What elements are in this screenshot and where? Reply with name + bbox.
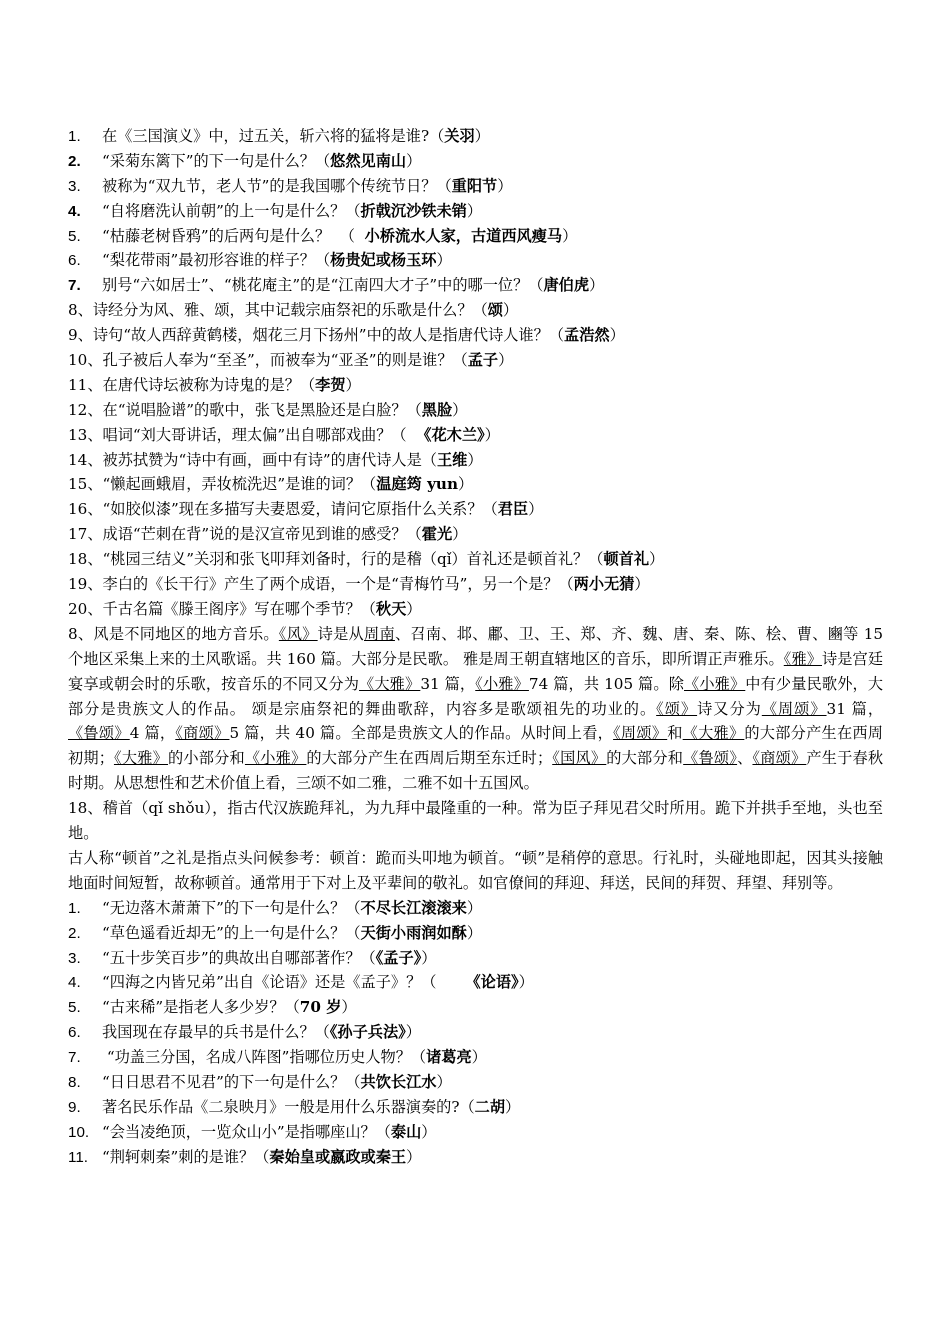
item-number: 7. [68, 277, 81, 295]
paren-close: ） [528, 500, 544, 519]
question-text: 15、“懒起画蛾眉，弄妆梳洗迟”是谁的词？（ [68, 475, 377, 494]
item-number: 9. [68, 1098, 81, 1116]
answer-text: 共饮长江水 [360, 1073, 437, 1092]
quiz-item [68, 1070, 883, 1095]
quiz-item [68, 124, 883, 149]
item-number: 1. [68, 899, 81, 917]
quiz-item [68, 1045, 883, 1070]
question-text: “梨花带雨”最初形容谁的样子？（ [102, 251, 331, 270]
quiz-item [68, 572, 883, 597]
quiz-item [68, 970, 883, 995]
answer-text: 杨贵妃或杨玉环 [330, 251, 437, 270]
paren-close: ） [649, 550, 665, 569]
underlined-book-title: 《颂》 [656, 699, 698, 718]
quiz-item [68, 1145, 883, 1170]
paren-close: ） [466, 201, 483, 220]
item-number: 3. [68, 177, 81, 195]
quiz-item [68, 497, 883, 522]
quiz-item [68, 597, 883, 622]
paragraph-text: 产生于春秋时期。从思想性和艺术价值上看，三颂不如二雅，二雅不如十五国风。 [68, 749, 884, 793]
paragraph-text: 74 篇，共 105 篇。除 [528, 674, 685, 693]
quiz-item [68, 472, 883, 497]
quiz-item [68, 348, 883, 373]
item-number: 5. [68, 999, 81, 1017]
answer-text: 《花木兰》 [416, 425, 485, 444]
answer-text: 悠然见南山 [330, 151, 407, 170]
answer-text: 孟子 [467, 351, 499, 370]
paren-close: ） [634, 575, 650, 594]
answer-text: 两小无猜 [573, 575, 635, 594]
quiz-item [68, 946, 883, 971]
question-text: 在《三国演义》中，过五关，斩六将的猛将是谁?（ [102, 127, 445, 145]
question-text: 14、被苏拭赞为“诗中有画，画中有诗”的唐代诗人是（ [68, 450, 437, 469]
quiz-list-2 [68, 298, 883, 622]
item-number: 10. [68, 1123, 90, 1141]
paren-close: ） [452, 525, 468, 544]
paren-close: ） [341, 998, 357, 1017]
dunshou-explanation-paragraph: 古人称“顿首”之礼是指点头问候参考：顿首：跪而头叩地为顿首。“顿”是稍停的意思。行礼时，头碰地即起，因其头接触地面时间短暂，故称顿首。通常用于下对上及平辈间的敬礼。如官僚间的拜迎、拜送，民间的拜贺、拜望、拜别等。 [68, 848, 883, 892]
question-text: 13、唱词“刘大哥讲话，理太偏”出自哪部戏曲？（ [68, 425, 417, 444]
underlined-book-title: 《小雅》 [244, 749, 307, 768]
question-text: 9、诗句“故人西辞黄鹤楼，烟花三月下扬州”中的故人是指唐代诗人谁？（ [68, 326, 565, 345]
qishou-explanation-paragraph: 18、稽首（qǐ shǒu），指古代汉族跪拜礼，为九拜中最隆重的一种。常为臣子拜见君父时所用。跪下并拱手至地，头也至地。 [68, 799, 883, 843]
paren-close: ） [405, 1023, 421, 1042]
paragraph-text: 的大部分和 [606, 749, 684, 768]
quiz-item [68, 547, 883, 572]
paren-close: ） [518, 973, 534, 992]
item-number: 1. [68, 128, 81, 145]
question-text: 20、千古名篇《滕王阁序》写在哪个季节？（ [68, 599, 376, 618]
question-text: 19、李白的《长干行》产生了两个成语，一个是“青梅竹马”，另一个是？（ [68, 575, 574, 594]
question-text: 著名民乐作品《二泉映月》一般是用什么乐器演奏的?（ [102, 1097, 475, 1116]
answer-text: 《孙子兵法》 [329, 1023, 406, 1042]
answer-text: 不尽长江滚滚来 [360, 898, 467, 917]
question-text: “日日思君不见君”的下一句是什么？（ [102, 1073, 361, 1092]
paren-close: ） [436, 1073, 452, 1092]
quiz-item [68, 273, 883, 298]
quiz-item [68, 448, 883, 473]
answer-text: 诸葛亮 [426, 1048, 472, 1067]
quiz-item [68, 1020, 883, 1045]
paragraph-text: 诗是从 [317, 624, 365, 643]
quiz-item [68, 174, 883, 199]
quiz-item [68, 323, 883, 348]
question-text: 18、“桃园三结义”关羽和张飞叩拜刘备时，行的是稽（qǐ）首礼还是顿首礼？（ [68, 550, 604, 569]
paren-close: ） [589, 276, 605, 295]
paragraph-text: 中有少量民歌外，大部分是贵族文人的作品。 颂是宗庙祭祀的舞曲歌辞，内容多是歌颂祖先的功业的。 [68, 674, 884, 718]
question-text: “四海之内皆兄弟”出自《论语》还是《孟子》？（ [102, 973, 466, 992]
answer-text: 唐伯虎 [543, 276, 590, 295]
answer-text: 重阳节 [451, 176, 498, 195]
answer-text: 温庭筠 yun [376, 475, 458, 494]
quiz-item [68, 522, 883, 547]
underlined-book-title: 《大雅》 [113, 749, 169, 768]
quiz-item [68, 248, 883, 273]
paren-close: ） [421, 1122, 437, 1141]
paren-close: ） [497, 176, 513, 195]
question-text: “荆轲刺秦”刺的是谁？（ [102, 1147, 270, 1166]
underlined-book-title: 《周颂》 [761, 699, 827, 718]
quiz-item [68, 995, 883, 1020]
answer-text: 折戟沉沙铁未销 [360, 201, 467, 220]
paragraph-text: 和 [667, 724, 683, 743]
paren-close: ） [467, 450, 483, 469]
answer-text: 秋天 [375, 599, 407, 618]
paren-close: ） [502, 301, 519, 320]
answer-text: 顿首礼 [603, 550, 649, 569]
answer-text: 王维 [436, 450, 468, 469]
quiz-item [68, 149, 883, 174]
underlined-book-title: 《雅》 [783, 649, 822, 668]
paren-close: ） [562, 226, 578, 245]
question-text: 10、孔子被后人奉为“至圣”，而被奉为“亚圣”的则是谁？（ [68, 351, 468, 370]
paren-close: ） [436, 251, 452, 270]
answer-text: 孟浩然 [564, 326, 610, 345]
item-number: 4. [68, 974, 81, 992]
underlined-book-title: 《鲁颂》 [683, 749, 738, 768]
quiz-list-3 [68, 896, 883, 1170]
underlined-book-title: 周南 [364, 624, 395, 643]
quiz-item [68, 896, 883, 921]
answer-text: 黑脸 [421, 400, 453, 419]
answer-text: 霍光 [421, 525, 453, 544]
question-text: “功盖三分国，名成八阵图”指哪位历史人物？（ [102, 1048, 427, 1067]
paragraph-text: 31 篇， [420, 674, 476, 693]
paren-close: ） [466, 923, 483, 942]
underlined-book-title: 《大雅》 [359, 674, 421, 693]
quiz-item [68, 398, 883, 423]
underlined-book-title: 《鲁颂》 [68, 724, 130, 743]
item-number: 4. [68, 202, 81, 220]
quiz-list-1 [68, 124, 883, 298]
answer-text: 《论语》 [465, 973, 519, 992]
item-number: 6. [68, 1024, 81, 1042]
question-text: 别号“六如居士”、“桃花庵主”的是“江南四大才子”中的哪一位？（ [102, 276, 544, 295]
paren-close: ） [452, 400, 468, 419]
shijing-explanation-paragraph [68, 622, 883, 796]
question-text: 12、在“说唱脸谱”的歌中，张飞是黑脸还是白脸？（ [68, 400, 422, 419]
question-text: 8、诗经分为风、雅、颂，其中记载宗庙祭祀的乐歌是什么？（ [68, 301, 488, 320]
question-text: 被称为“双九节，老人节”的是我国哪个传统节日？（ [102, 176, 452, 195]
paren-close: ） [484, 425, 500, 444]
paragraph-text: 31 篇， [826, 699, 884, 718]
paren-close: ） [421, 948, 437, 967]
question-text: “采菊东篱下”的下一句是什么？（ [102, 151, 331, 170]
answer-text: 关羽 [444, 127, 475, 145]
question-text: “草色遥看近却无”的上一句是什么？（ [102, 923, 361, 942]
item-number: 7. [68, 1049, 81, 1067]
paren-close: ） [406, 151, 422, 170]
paragraph-text: 的小部分和 [168, 749, 245, 768]
quiz-item [68, 423, 883, 448]
underlined-book-title: 《大雅》 [682, 724, 745, 743]
question-text: “古来稀”是指老人多少岁？（ [102, 998, 300, 1017]
paren-close: ） [406, 599, 422, 618]
underlined-book-title: 《小雅》 [684, 674, 746, 693]
question-text: “会当凌绝顶，一览众山小”是指哪座山？（ [102, 1122, 391, 1141]
paren-close: ） [471, 1048, 487, 1067]
question-text: 16、“如胶似漆”现在多描写夫妻恩爱，请问它原指什么关系？（ [68, 500, 498, 519]
answer-text: 70 岁 [299, 998, 342, 1017]
item-number: 8. [68, 1074, 81, 1092]
quiz-item [68, 224, 883, 249]
paragraph-text: 8、风是不同地区的地方音乐。 [68, 624, 279, 643]
question-text: 17、成语“芒刺在背”说的是汉宣帝见到谁的感受？（ [68, 525, 422, 544]
paren-close: ） [458, 475, 474, 494]
quiz-item [68, 1095, 883, 1120]
paragraph-text: 5 篇，共 40 篇。全部是贵族文人的作品。从时间上看， [229, 724, 614, 743]
question-text: “枯藤老树昏鸦”的后两句是什么？ （ [102, 226, 365, 245]
paragraph-text: 4 篇， [129, 724, 176, 743]
paren-close: ） [498, 351, 514, 370]
question-text: “五十步笑百步”的典故出自哪部著作？（ [102, 948, 376, 967]
document-body [68, 124, 883, 1170]
paragraph-text: 诗是宫廷宴享或朝会时的乐歌，按音乐的不同又分为 [68, 649, 884, 693]
paren-close: ） [345, 375, 361, 394]
answer-text: 泰山 [390, 1122, 422, 1141]
paragraph-text: 的大部分产生在西周初期； [68, 724, 883, 768]
paren-close: ） [466, 898, 483, 917]
answer-text: 秦始皇或嬴政或秦王 [269, 1147, 407, 1166]
answer-text: 《孟子》 [375, 948, 422, 967]
paragraph-text: 、 [737, 749, 753, 768]
quiz-item [68, 298, 883, 323]
answer-text: 颂 [487, 301, 503, 320]
paragraph-text: 、召南、邶、鄘、卫、王、郑、齐、魏、唐、秦、陈、桧、曹、豳等 15 个地区采集上来的土风歌谣。共 160 篇。大部分是民歌。 雅是周王朝直辖地区的音乐，即所谓正声雅乐。 [68, 624, 884, 668]
answer-text: 小桥流水人家，古道西风瘦马 [364, 226, 563, 245]
answer-text: 天街小雨润如酥 [360, 923, 467, 942]
underlined-book-title: 《国风》 [552, 749, 607, 768]
answer-text: 君臣 [497, 500, 529, 519]
quiz-item [68, 199, 883, 224]
item-number: 5. [68, 227, 81, 245]
underlined-book-title: 《商颂》 [175, 724, 230, 743]
question-text: “自将磨洗认前朝”的上一句是什么？（ [102, 201, 361, 220]
paren-close: ） [609, 326, 625, 345]
item-number: 3. [68, 949, 81, 967]
underlined-book-title: 《周颂》 [613, 724, 668, 743]
answer-text: 李贺 [315, 375, 346, 394]
item-number: 6. [68, 252, 81, 270]
quiz-item [68, 373, 883, 398]
quiz-item [68, 1120, 883, 1145]
item-number: 2. [68, 924, 81, 942]
underlined-book-title: 《小雅》 [475, 674, 529, 693]
paren-close: ） [505, 1097, 521, 1116]
question-text: “无边落木萧萧下”的下一句是什么？（ [102, 898, 361, 917]
paren-close: ） [474, 127, 490, 145]
paren-close: ） [406, 1147, 422, 1166]
underlined-book-title: 《风》 [278, 624, 318, 643]
paragraph-text: 诗又分为 [697, 699, 762, 718]
item-number: 2. [68, 152, 81, 170]
item-number: 11. [68, 1148, 88, 1166]
question-text: 我国现在存最早的兵书是什么？（ [102, 1023, 330, 1042]
quiz-item [68, 921, 883, 946]
paragraph-text: 的大部分产生在西周后期至东迁时； [306, 749, 553, 768]
answer-text: 二胡 [474, 1097, 506, 1116]
question-text: 11、在唐代诗坛被称为诗鬼的是？（ [68, 375, 316, 394]
underlined-book-title: 《商颂》 [752, 749, 807, 768]
